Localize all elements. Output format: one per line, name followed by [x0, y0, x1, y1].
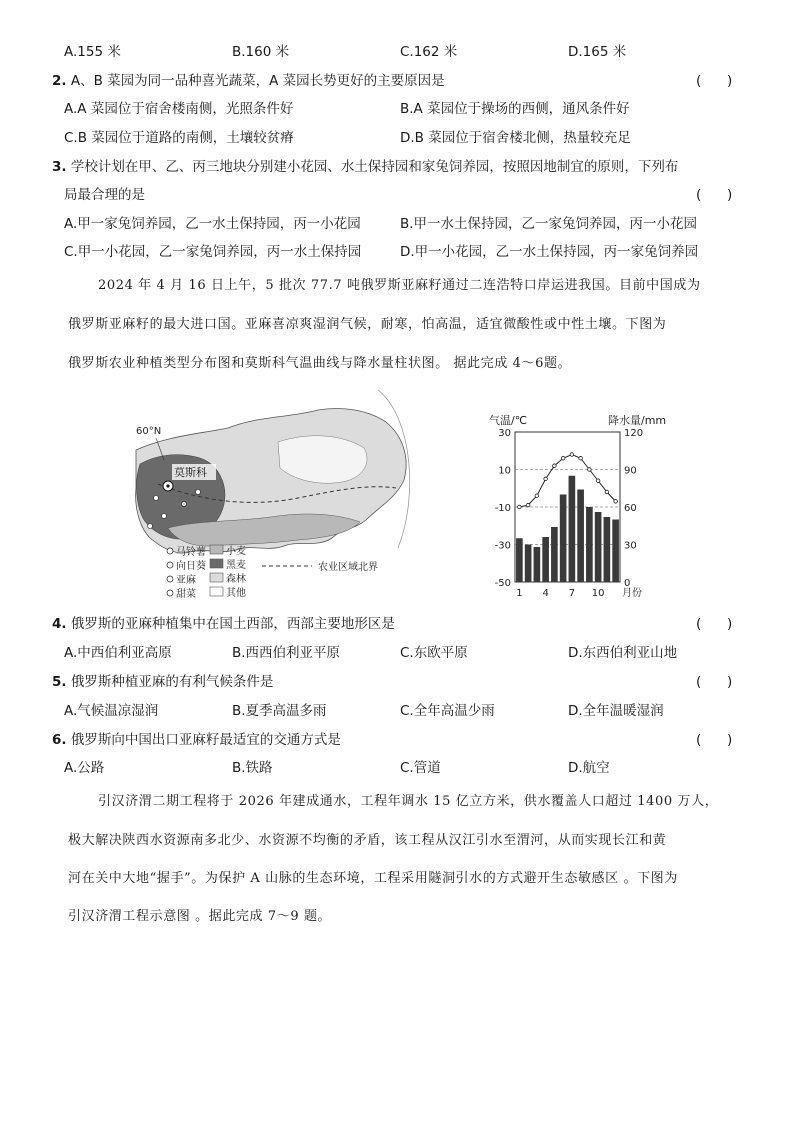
q4-stem-text: 俄罗斯的亚麻种植集中在国土西部，西部主要地形区是	[70, 616, 395, 632]
passage2-line4: 引汉济渭工程示意图 。据此完成 7～9 题。	[68, 909, 332, 924]
precip-bar	[577, 490, 584, 583]
q6-stem	[52, 729, 341, 751]
temperature-point	[526, 503, 530, 507]
q2-option-a[interactable]: A.A 菜园位于宿舍楼南侧，光照条件好	[64, 101, 294, 117]
precip-bar	[595, 512, 602, 582]
y-right-tick: 120	[624, 428, 644, 439]
passage2-line1: 引汉济渭二期工程将于 2026 年建成通水，工程年调水 15 亿立方米，供水覆盖人口超过 1400 万人，	[98, 794, 719, 809]
temperature-point	[561, 456, 565, 460]
y-left-tick: -50	[494, 578, 511, 589]
y-left-tick: -30	[494, 540, 511, 552]
q3-option-b[interactable]: B.甲一水土保持园，乙一家兔饲养园，丙一小花园	[400, 216, 698, 232]
temperature-line	[519, 455, 615, 508]
precip-bar	[534, 547, 541, 582]
x-tick: 4	[542, 588, 549, 599]
q2-options-row2	[0, 127, 794, 149]
q2-stem-row	[0, 70, 794, 92]
q4-options	[0, 642, 794, 664]
temperature-point	[518, 505, 522, 509]
temperature-point	[605, 490, 609, 494]
q1-option-a[interactable]: A.155 米	[64, 44, 121, 60]
q1-option-c[interactable]: C.162 米	[400, 44, 458, 60]
q2-option-c[interactable]: C.B 菜园位于道路的南侧，土壤较贫瘠	[64, 130, 294, 146]
legend-beet-icon	[167, 590, 173, 596]
q2-answer-paren[interactable]: ( )	[696, 73, 733, 89]
q5-option-c[interactable]: C.全年高温少雨	[400, 703, 495, 719]
q3-answer-paren[interactable]: ( )	[696, 187, 733, 203]
legend-flax-icon	[167, 576, 173, 582]
legend-wheat: 小麦	[226, 546, 246, 557]
sunflower-symbol	[162, 514, 167, 519]
temperature-point	[596, 479, 600, 483]
q3-options-row1	[0, 213, 794, 235]
passage2-line3: 河在关中大地“握手”。为保护 A 山脉的生态环境，工程采用隧洞引水的方式避开生态敏感区 。下图为	[68, 871, 678, 886]
q2-option-b[interactable]: B.A 菜园位于操场的西侧，通风条件好	[400, 101, 630, 117]
x-tick: 1	[516, 588, 523, 599]
x-tick: 10	[591, 588, 605, 599]
temperature-point	[579, 456, 583, 460]
legend-forest-swatch	[210, 573, 223, 582]
temperature-point	[570, 453, 574, 457]
q3-stem-row1	[0, 156, 794, 178]
q4-number: 4.	[52, 616, 67, 632]
precip-bar	[525, 545, 532, 583]
q6-stem-row	[0, 729, 794, 751]
y-right-tick: 30	[624, 540, 637, 552]
x-tick: 7	[568, 588, 576, 599]
precip-bar	[560, 495, 567, 583]
q5-options	[0, 700, 794, 722]
y-left-tick: 10	[498, 465, 511, 477]
q3-options-row2	[0, 241, 794, 263]
precip-bar	[612, 520, 619, 583]
passage1-line3: 俄罗斯农业种植类型分布图和莫斯科气温曲线与降水量柱状图。 据此完成 4～6题。	[68, 356, 572, 371]
temperature-point	[588, 468, 592, 472]
lat-label: 60°N	[136, 426, 162, 437]
q4-stem	[52, 613, 395, 635]
precip-bar	[569, 476, 576, 582]
passage2-line2: 极大解决陕西水资源南多北少、水资源不均衡的矛盾，该工程从汉江引水至渭河，从而实现长江和黄	[68, 833, 667, 848]
q5-stem-row	[0, 671, 794, 693]
moscow-label: 莫斯科	[174, 466, 207, 479]
q2-stem-text: A、B 菜园为同一品种喜光蔬菜，A 菜园长势更好的主要原因是	[70, 73, 445, 89]
q6-option-a[interactable]: A.公路	[64, 760, 105, 776]
legend-flax: 亚麻	[176, 575, 196, 586]
passage1-line1: 2024 年 4 月 16 日上午，5 批次 77.7 吨俄罗斯亚麻籽通过二连浩特口岸运进我国。目前中国成为	[98, 278, 701, 293]
q2-number: 2.	[52, 73, 67, 89]
q1-options	[0, 41, 794, 63]
legend-boundary: 农业区域北界	[318, 562, 378, 573]
legend-wheat-swatch	[210, 545, 223, 554]
q6-number: 6.	[52, 732, 67, 748]
passage1-line2: 俄罗斯亚麻籽的最大进口国。亚麻喜凉爽湿润气候，耐寒，怕高温，适宜微酸性或中性土壤。下图为	[68, 317, 667, 332]
q6-stem-text: 俄罗斯向中国出口亚麻籽最适宜的交通方式是	[70, 732, 341, 748]
y-right-tick: 90	[624, 465, 637, 477]
q3-stem-line2: 局最合理的是	[64, 187, 145, 203]
legend-rye-swatch	[210, 559, 223, 568]
q4-option-c[interactable]: C.东欧平原	[400, 645, 468, 661]
precip-bar	[586, 507, 593, 582]
q3-option-c[interactable]: C.甲一小花园，乙一家兔饲养园，丙一水土保持园	[64, 244, 362, 260]
russia-agriculture-map	[128, 388, 418, 600]
potato-symbol	[154, 496, 159, 501]
q5-stem-text: 俄罗斯种植亚麻的有利气候条件是	[70, 674, 274, 690]
q5-option-a[interactable]: A.气候温凉湿润	[64, 703, 159, 719]
q6-option-c[interactable]: C.管道	[400, 760, 441, 776]
legend-sunflower-icon	[167, 562, 173, 568]
q4-stem-row	[0, 613, 794, 635]
q3-stem-text: 学校计划在甲、乙、丙三地块分别建小花园、水土保持园和家兔饲养园，按照因地制宜的原则，下列布	[70, 159, 679, 175]
q5-stem	[52, 671, 273, 693]
legend-other-swatch	[210, 587, 223, 596]
q5-number: 5.	[52, 674, 67, 690]
q4-option-a[interactable]: A.中西伯利亚高原	[64, 645, 172, 661]
q5-answer-paren[interactable]: ( )	[696, 674, 733, 690]
precip-bar	[551, 527, 558, 582]
temperature-point	[553, 464, 557, 468]
q3-number: 3.	[52, 159, 67, 175]
y-right-tick: 0	[624, 578, 631, 589]
q6-option-b[interactable]: B.铁路	[232, 760, 273, 776]
potato-symbol	[182, 502, 187, 507]
legend-other: 其他	[226, 588, 246, 599]
q1-option-d[interactable]: D.165 米	[568, 44, 627, 60]
beet-symbol	[148, 524, 153, 529]
q2-option-d[interactable]: D.B 菜园位于宿舍楼北侧，热量较充足	[400, 130, 631, 146]
q3-stem-row2	[0, 184, 794, 206]
legend-forest: 森林	[226, 574, 246, 585]
q6-option-d[interactable]: D.航空	[568, 760, 610, 776]
temperature-point	[614, 500, 618, 504]
q6-options	[0, 757, 794, 779]
legend-beet: 甜菜	[176, 589, 196, 600]
q4-answer-paren[interactable]: ( )	[696, 616, 733, 632]
precip-bar	[516, 538, 523, 582]
legend-rye: 黑麦	[226, 560, 246, 571]
temperature-point	[535, 494, 539, 498]
precip-bar	[542, 537, 549, 582]
temperature-point	[544, 477, 548, 481]
y-left-tick: -10	[494, 503, 511, 514]
q4-option-b[interactable]: B.西西伯利亚平原	[232, 645, 341, 661]
q5-option-d[interactable]: D.全年温暖湿润	[568, 703, 664, 719]
q2-options-row1	[0, 98, 794, 120]
y-left-label: 气温/℃	[489, 414, 528, 427]
q3-option-a[interactable]: A.甲一家兔饲养园，乙一水土保持园，丙一小花园	[64, 216, 361, 232]
legend-sunflower: 向日葵	[176, 561, 206, 572]
q2-stem	[52, 70, 445, 92]
legend-potato: 马铃薯	[176, 547, 206, 558]
q4-option-d[interactable]: D.东西伯利亚山地	[568, 645, 678, 661]
q1-option-b[interactable]: B.160 米	[232, 44, 290, 60]
flax-symbol	[196, 490, 201, 495]
x-tick: 月份	[622, 588, 642, 599]
q6-answer-paren[interactable]: ( )	[696, 732, 733, 748]
q5-option-b[interactable]: B.夏季高温多雨	[232, 703, 327, 719]
y-left-tick: 30	[498, 428, 511, 439]
legend-potato-icon	[167, 548, 173, 554]
y-right-tick: 60	[624, 503, 637, 514]
moscow-climate-chart	[485, 410, 670, 602]
q3-option-d[interactable]: D.甲一小花园，乙一水土保持园，丙一家兔饲养园	[400, 244, 699, 260]
precip-bar	[604, 517, 611, 582]
y-right-label: 降水量/mm	[608, 414, 667, 427]
q3-stem	[52, 156, 678, 178]
